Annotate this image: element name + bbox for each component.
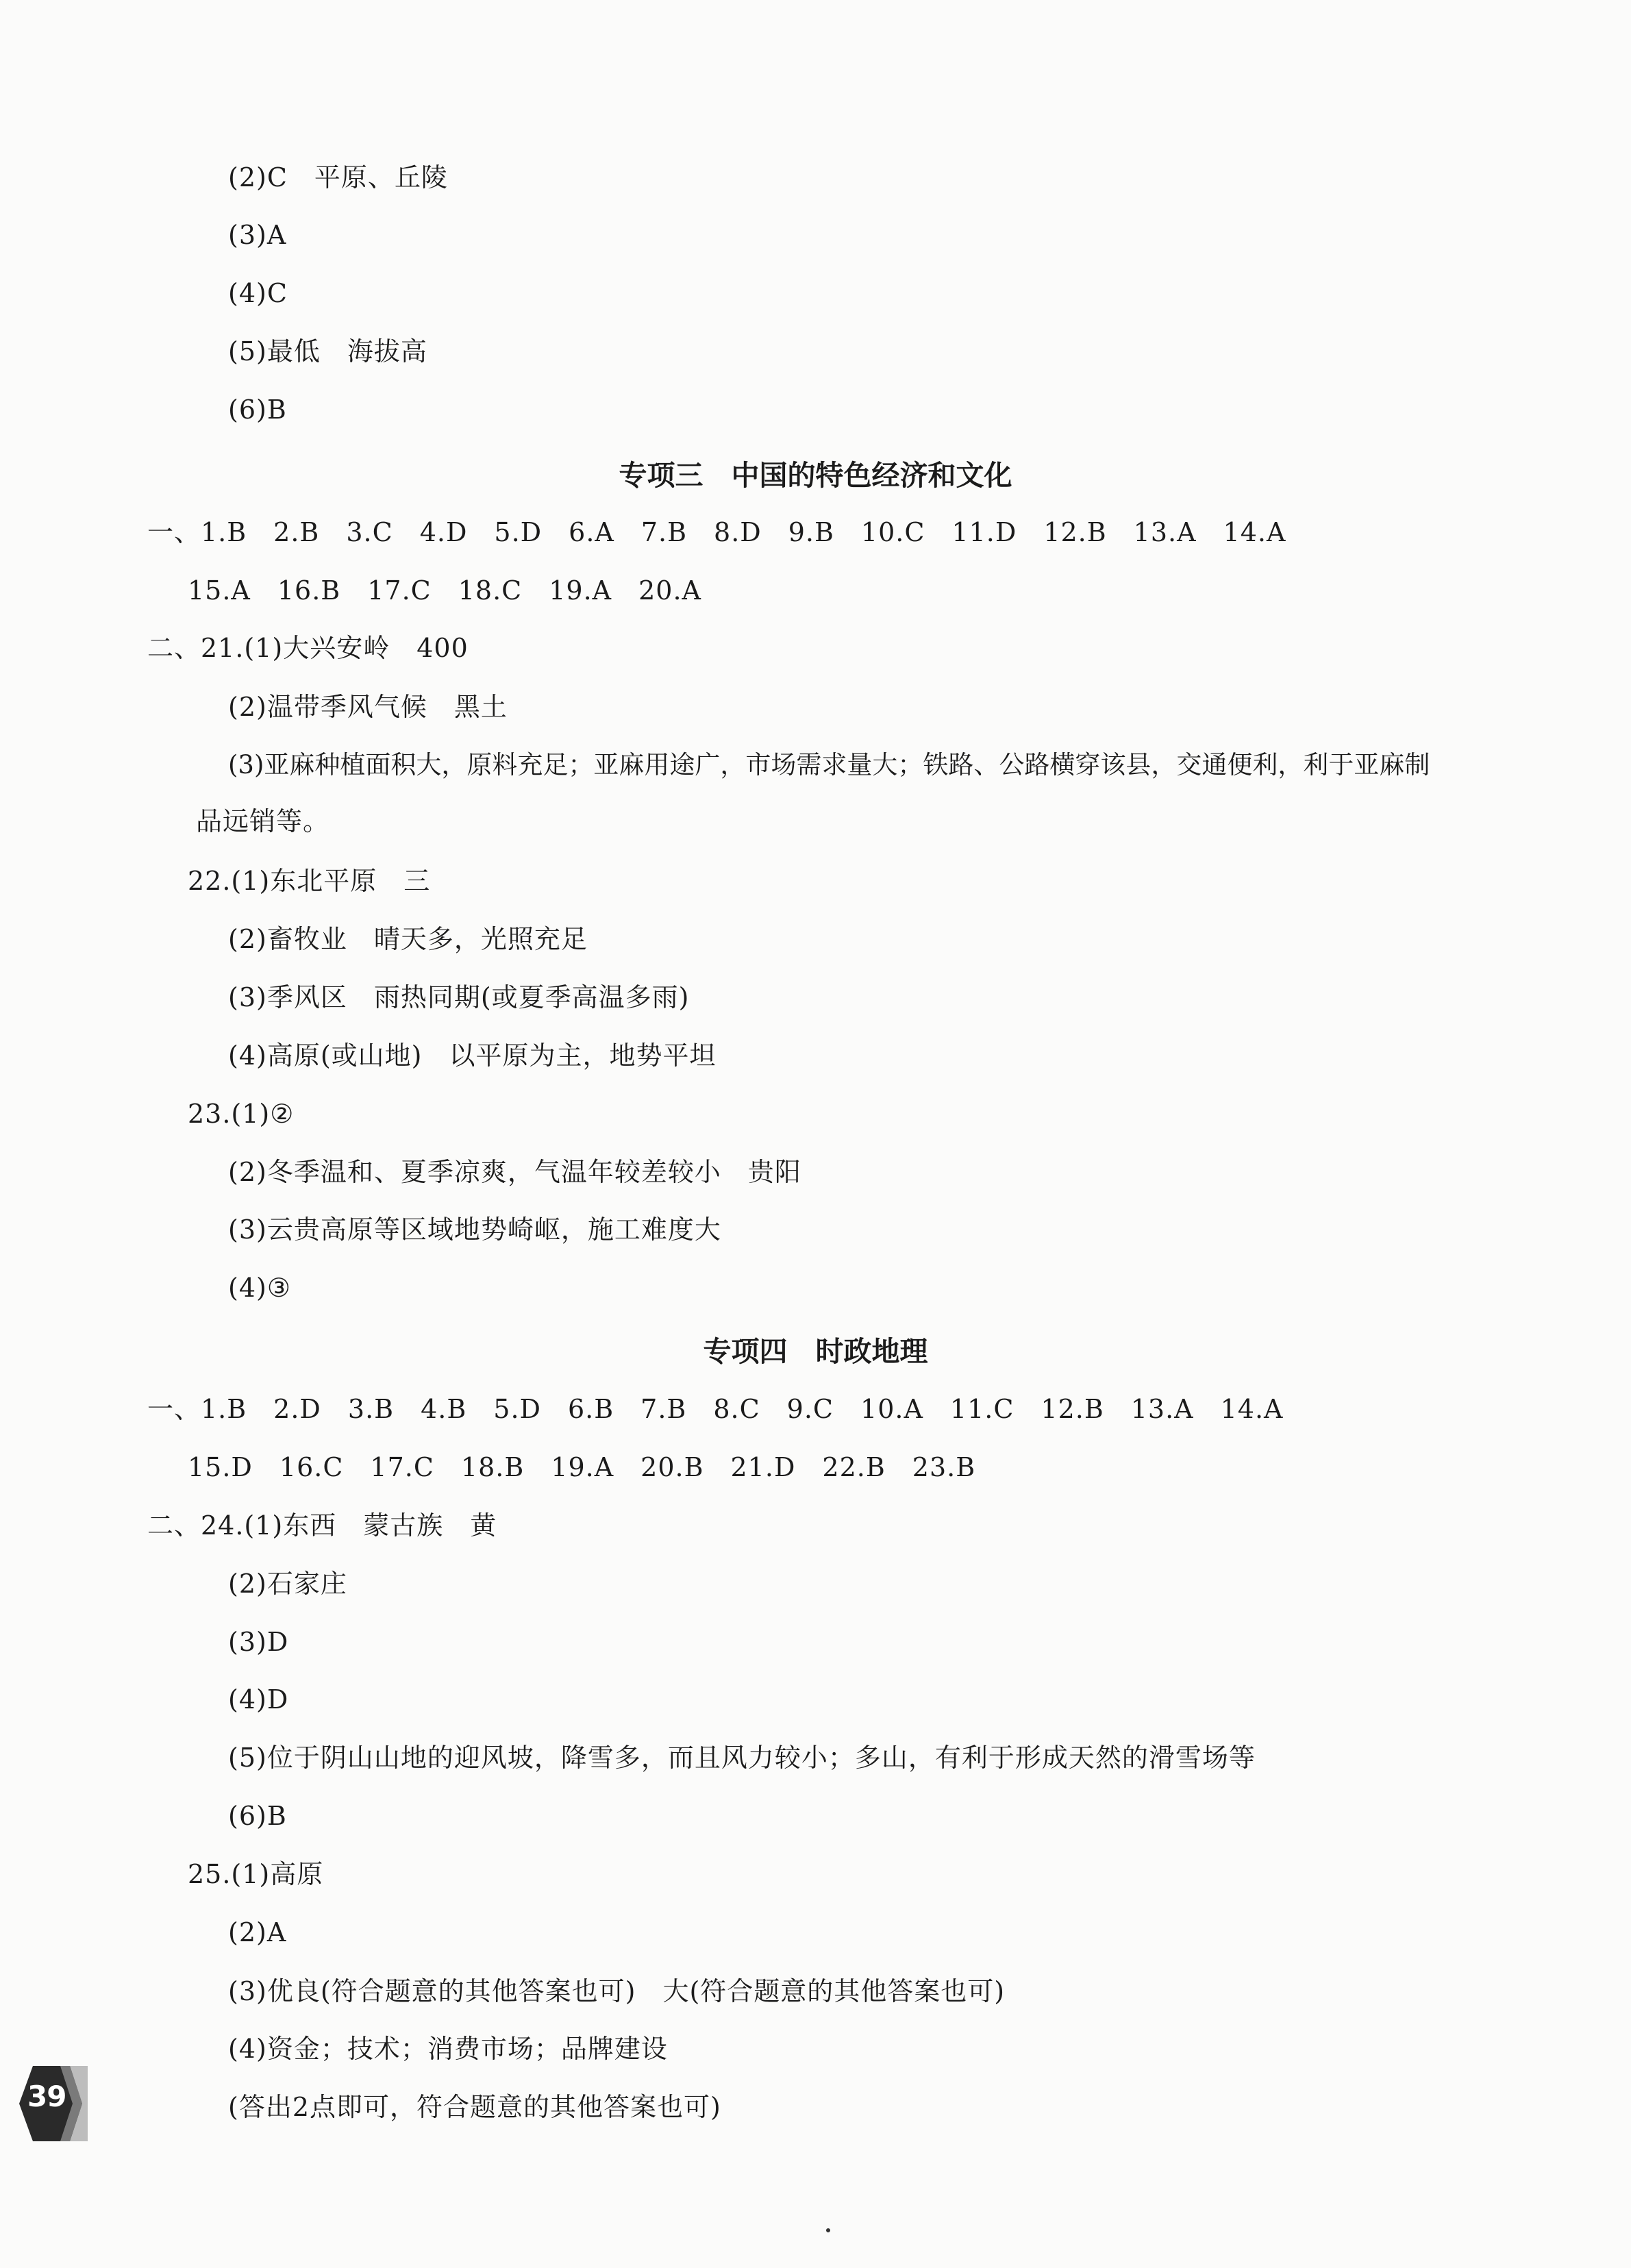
answer-line: 二、21.(1)大兴安岭 400 [147, 633, 469, 663]
answer-line: (4)资金；技术；消费市场；品牌建设 [228, 2034, 668, 2064]
answer-line: 一、1.B 2.D 3.B 4.B 5.D 6.B 7.B 8.C 9.C 10.A 11.C 12.B 13.A 14.A [147, 1394, 1284, 1424]
answer-line: (3)优良(符合题意的其他答案也可) 大(符合题意的其他答案也可) [228, 1976, 1006, 2006]
answer-line: (3)亚麻种植面积大，原料充足；亚麻用途广，市场需求量大；铁路、公路横穿该县，交通便利，利于亚麻制 [228, 750, 1430, 780]
answer-line: 品远销等。 [196, 806, 330, 836]
answer-line: (答出2点即可，符合题意的其他答案也可) [228, 2092, 721, 2122]
answer-line: 25.(1)高原 [188, 1859, 324, 1889]
answer-line: (6)B [228, 395, 287, 425]
answer-line: 15.D 16.C 17.C 18.B 19.A 20.B 21.D 22.B 23.B [188, 1452, 976, 1482]
answer-line: (3)A [228, 220, 287, 250]
answer-line: 22.(1)东北平原 三 [188, 866, 431, 896]
page-number: 39 [27, 2080, 66, 2113]
answer-line: (4)D [228, 1684, 289, 1715]
answer-line: (4)C [228, 278, 288, 308]
answer-line: (4)③ [228, 1273, 291, 1303]
footer-dot [826, 2228, 830, 2232]
section-title: 专项三 中国的特色经济和文化 [619, 459, 1012, 492]
answer-line: (3)季风区 雨热同期(或夏季高温多雨) [228, 982, 690, 1012]
section-title: 专项四 时政地理 [703, 1335, 928, 1368]
answer-line: 23.(1)② [188, 1099, 295, 1129]
answer-line: 一、1.B 2.B 3.C 4.D 5.D 6.A 7.B 8.D 9.B 10.C 11.D 12.B 13.A 14.A [147, 517, 1286, 547]
answer-line: (4)高原(或山地) 以平原为主，地势平坦 [228, 1040, 717, 1071]
answer-line: (2)畜牧业 晴天多，光照充足 [228, 924, 588, 954]
answer-line: (2)A [228, 1917, 287, 1947]
answer-line: (6)B [228, 1801, 287, 1831]
answer-line: 15.A 16.B 17.C 18.C 19.A 20.A [188, 575, 701, 606]
answer-line: (5)最低 海拔高 [228, 336, 427, 366]
answer-line: (2)温带季风气候 黑土 [228, 692, 508, 722]
answer-line: (2)C 平原、丘陵 [228, 162, 448, 192]
answer-line: 二、24.(1)东西 蒙古族 黄 [147, 1510, 497, 1541]
answer-line: (3)云贵高原等区域地势崎岖，施工难度大 [228, 1214, 721, 1245]
answer-line: (2)冬季温和、夏季凉爽，气温年较差较小 贵阳 [228, 1157, 801, 1187]
answer-line: (5)位于阴山山地的迎风坡，降雪多，而且风力较小；多山，有利于形成天然的滑雪场等 [228, 1743, 1256, 1773]
answer-line: (2)石家庄 [228, 1569, 347, 1599]
answer-line: (3)D [228, 1627, 289, 1657]
